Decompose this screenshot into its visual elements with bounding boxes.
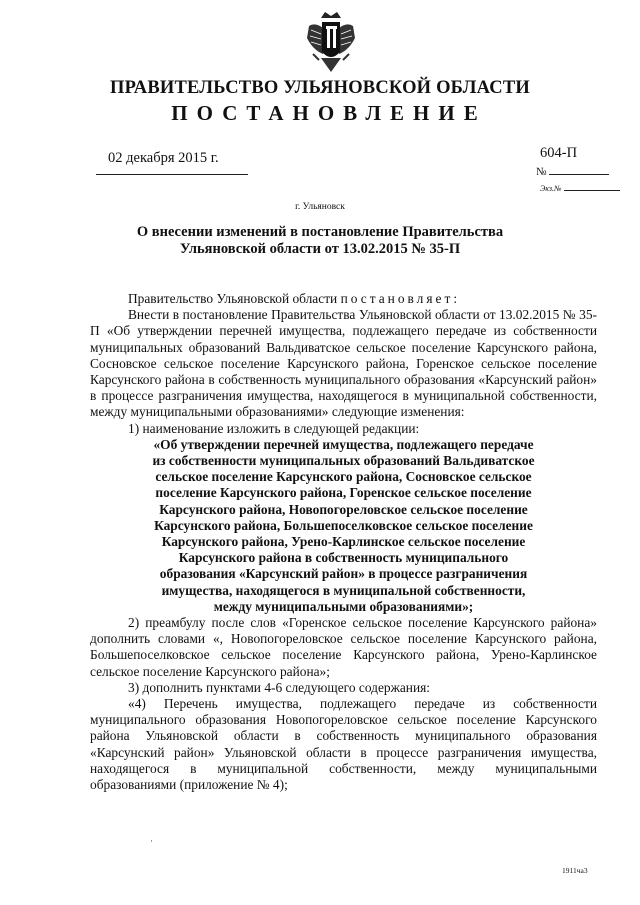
document-number: 604-П: [540, 145, 578, 161]
intro-paragraph: Правительство Ульяновской области постановляет:: [128, 291, 461, 306]
item-3-subitem-4: «4) Перечень имущества, подлежащего передаче из собственности муниципального образования Новопогореловское сельское поселение Карсунского района Ульяновской области в собственность муниципального образования «Карсунский район» Ульяновской области в процессе разграничения имущества, находящегося в муниципальной собственности, между муниципальными образованиями (приложение № 4);: [90, 696, 597, 793]
title-line: О внесении изменений в постановление Правительства: [136, 224, 504, 240]
document-type: ПОСТАНОВЛЕНИЕ: [171, 101, 487, 125]
item-1: 1) наименование изложить в следующей редакции:: [128, 420, 420, 436]
document-title: [0, 224, 640, 258]
copy-number-field: [540, 183, 620, 193]
footer-code: 1911ча3: [562, 866, 588, 875]
item-2: 2) преамбулу после слов «Горенское сельское поселение Карсунского района» дополнить словами «, Новопогореловское сельское поселение Карсунского района, Большепоселковское сельское поселение Карсунского района, Урено-Карлинское сельское поселение Карсунского района»;: [90, 615, 597, 679]
city: г. Ульяновск: [295, 202, 345, 212]
coat-of-arms-icon: [305, 8, 357, 78]
item-3: 3) дополнить пунктами 4-6 следующего содержания:: [128, 679, 430, 695]
decree-word: постановляет:: [340, 291, 461, 306]
document-body: [90, 291, 597, 793]
paragraph-main: Внести в постановление Правительства Ульяновской области от 13.02.2015 № 35-П «Об утверждении перечней имущества, подлежащего передаче из собственности муниципальных образований Вальдиватское сельское поселение Карсунского района, Сосновское сельское поселение Карсунского района, Горенское сельское поселение Карсунского района в собственность муниципального образования «Карсунский район» в процессе разграничения имущества, находящегося в муниципальной собственности, между муниципальными образованиями» следующие изменения:: [90, 307, 597, 420]
number-field: [536, 165, 609, 178]
date-underline: [96, 174, 248, 175]
new-title-block: «Об утверждении перечней имущества, подлежащего передаче из собственности муниципальных образований Вальдиватское сельское поселение Карсунского района, Сосновское сельское поселение Карсунского района, Горенское сельское поселение Карсунского района, Новопогореловское сельское поселение Карсунского района, Большепоселковское сельское поселение Карсунского района, Урено-Карлинское сельское поселение Карсунского района в собственность муниципального образования «Карсунский район» в процессе разграничения имущества, находящегося в муниципальной собственности, между муниципальными образованиями»;: [152, 436, 535, 614]
title-line: Ульяновской области от 13.02.2015 № 35-П: [179, 241, 461, 257]
copy-label: Экз.№: [540, 184, 562, 193]
number-label: №: [536, 166, 547, 178]
government-name: ПРАВИТЕЛЬСТВО УЛЬЯНОВСКОЙ ОБЛАСТИ: [110, 78, 530, 98]
scan-mark: ·: [150, 836, 153, 846]
document-date: 02 декабря 2015 г.: [108, 150, 219, 166]
